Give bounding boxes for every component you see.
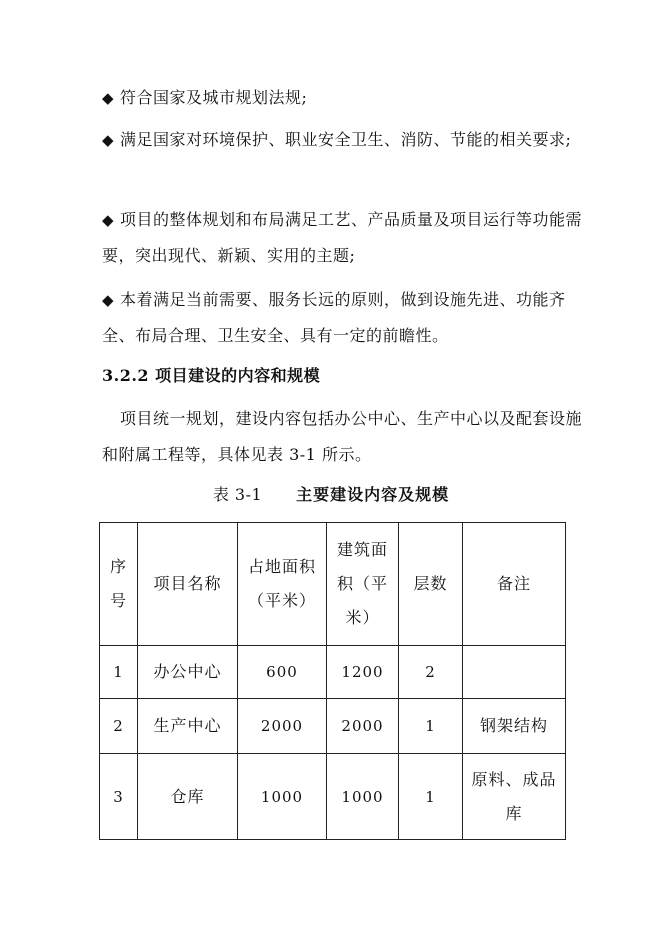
bullet-text: 本着满足当前需要、服务长远的原则，做到设施先进、功能齐全、布局合理、卫生安全、具有一定的前瞻性。 [102,290,566,345]
bullet-text: 符合国家及城市规划法规; [120,88,308,107]
cell-land-area: 1000 [238,754,327,840]
cell-no: 1 [100,646,138,699]
cell-note [463,646,566,699]
cell-note: 原料、成品库 [463,754,566,840]
cell-floors: 2 [399,646,463,699]
cell-floor-area: 1200 [327,646,399,699]
header-cell-name: 项目名称 [138,523,238,646]
diamond-bullet-icon: ◆ [102,291,115,309]
cell-floor-area: 1000 [327,754,399,840]
table-row [100,754,566,840]
cell-land-area: 2000 [238,699,327,754]
table-row [100,646,566,699]
cell-land-area: 600 [238,646,327,699]
cell-no: 3 [100,754,138,840]
header-cell-land-area: 占地面积（平米） [238,523,327,646]
body-paragraph: 项目统一规划，建设内容包括办公中心、生产中心以及配套设施和附属工程等，具体见表 3-1 所示。 [102,409,583,464]
cell-floor-area: 2000 [327,699,399,754]
cell-no: 2 [100,699,138,754]
section-heading: 3.2.2 项目建设的内容和规模 [102,366,321,385]
bullet-item [102,202,588,274]
table-caption-title: 主要建设内容及规模 [296,485,450,504]
table-caption-number: 表 3-1 [212,485,263,504]
cell-name: 办公中心 [138,646,238,699]
cell-floors: 1 [399,754,463,840]
cell-name: 仓库 [138,754,238,840]
cell-note: 钢架结构 [463,699,566,754]
diamond-bullet-icon: ◆ [102,89,115,107]
table-caption [0,480,662,510]
header-cell-floor-area: 建筑面积（平米） [327,523,399,646]
bullet-text: 项目的整体规划和布局满足工艺、产品质量及项目运行等功能需要，突出现代、新颖、实用的主题; [102,210,583,265]
bullet-item [102,80,588,116]
diamond-bullet-icon: ◆ [102,131,115,149]
diamond-bullet-icon: ◆ [102,211,115,229]
bullet-item [102,122,588,158]
bullet-text: 满足国家对环境保护、职业安全卫生、消防、节能的相关要求; [120,130,572,149]
header-cell-no: 序号 [100,523,138,646]
bullet-item [102,282,588,354]
header-cell-floors: 层数 [399,523,463,646]
header-cell-note: 备注 [463,523,566,646]
cell-name: 生产中心 [138,699,238,754]
table-row [100,699,566,754]
table-header-row [100,523,566,646]
cell-floors: 1 [399,699,463,754]
construction-table [99,522,566,840]
